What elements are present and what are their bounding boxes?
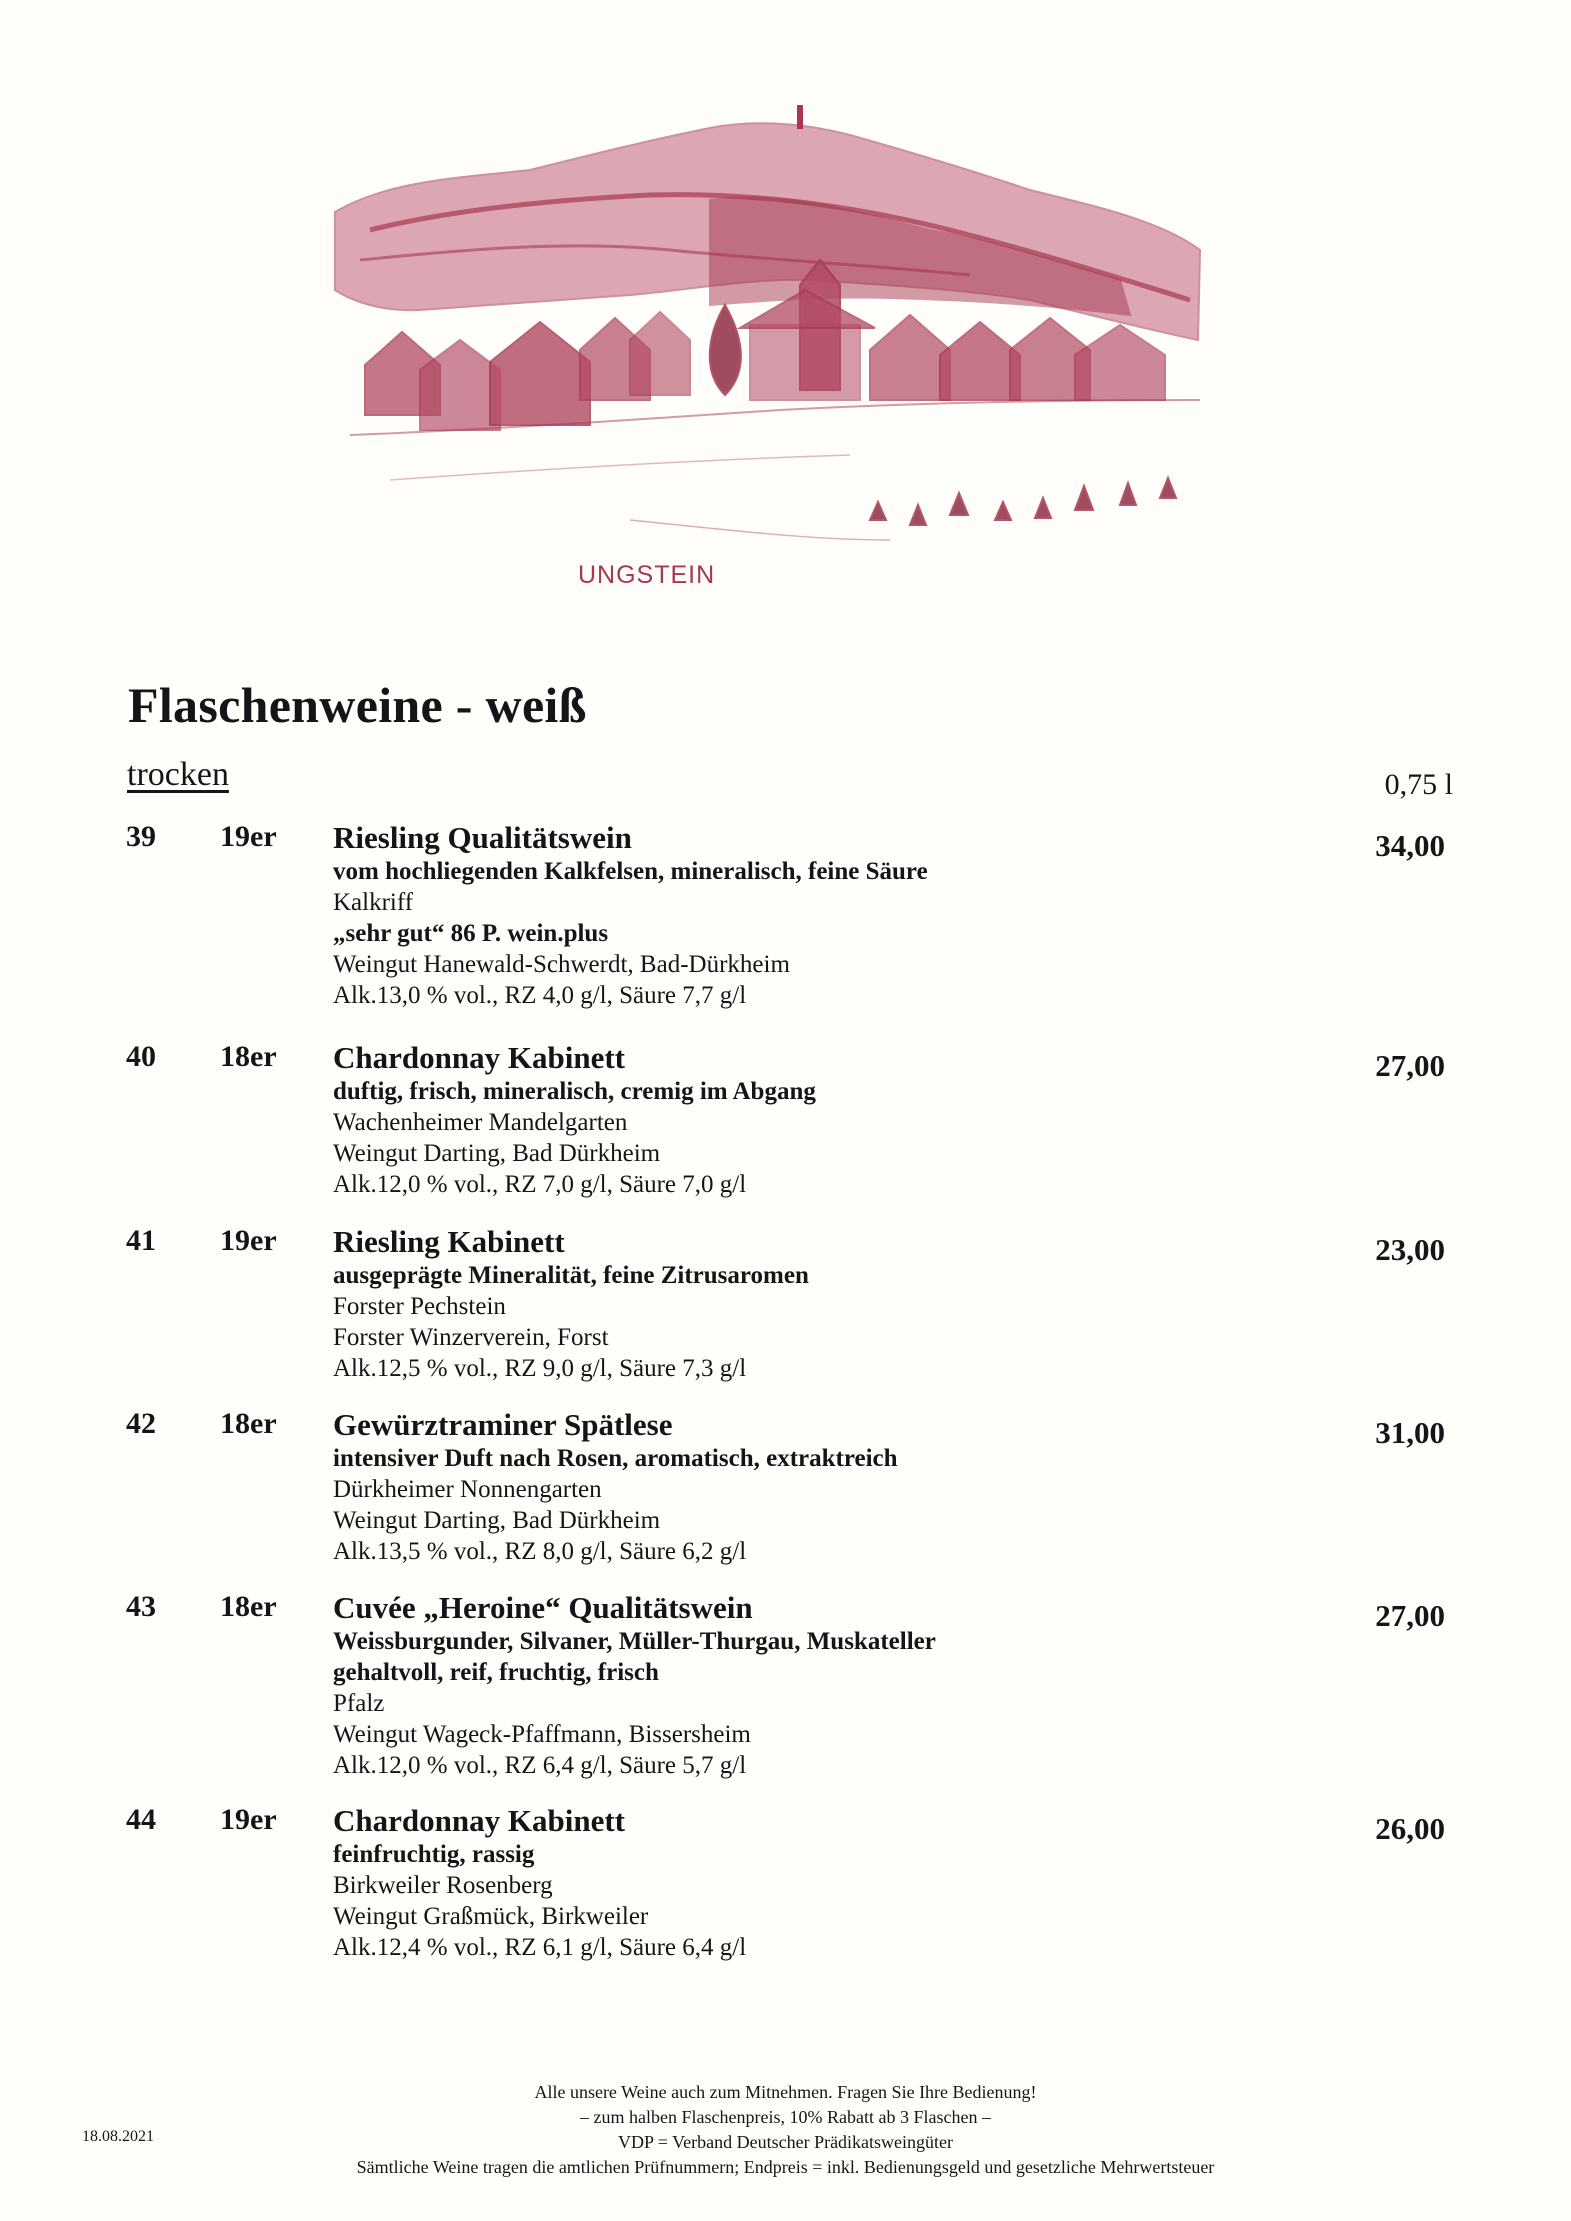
- wine-analysis: Alk.13,0 % vol., RZ 4,0 g/l, Säure 7,7 g/l: [333, 982, 747, 1009]
- wine-vineyard: Kalkriff: [333, 889, 414, 916]
- wine-number: 41: [126, 1224, 156, 1257]
- wine-name: Chardonnay Kabinett: [333, 1803, 625, 1838]
- wine-producer: Weingut Wageck-Pfaffmann, Bissersheim: [333, 1721, 751, 1748]
- wine-number: 39: [126, 820, 156, 853]
- wine-details: [333, 1224, 809, 1384]
- wine-details: [333, 1040, 816, 1200]
- wine-price: 34,00: [1375, 828, 1445, 863]
- wine-description: vom hochliegenden Kalkfelsen, mineralisch, feine Säure: [333, 858, 928, 885]
- wine-analysis: Alk.12,4 % vol., RZ 6,1 g/l, Säure 6,4 g/l: [333, 1934, 747, 1961]
- wine-price: 23,00: [1375, 1232, 1445, 1267]
- wine-price: 31,00: [1375, 1415, 1445, 1450]
- wine-number: 42: [126, 1407, 156, 1440]
- wine-number: 43: [126, 1590, 156, 1623]
- wine-details: [333, 1803, 746, 1963]
- wine-analysis: Alk.12,0 % vol., RZ 7,0 g/l, Säure 7,0 g/l: [333, 1171, 747, 1198]
- footer-takeaway-note: Alle unsere Weine auch zum Mitnehmen. Fragen Sie Ihre Bedienung!: [534, 2082, 1037, 2102]
- wine-grapes: Weissburgunder, Silvaner, Müller-Thurgau, Muskateller: [333, 1628, 936, 1655]
- illustration-caption: UNGSTEIN: [578, 561, 716, 589]
- wine-producer: Weingut Darting, Bad Dürkheim: [333, 1507, 661, 1534]
- wine-vineyard: Dürkheimer Nonnengarten: [333, 1476, 602, 1503]
- wine-description: duftig, frisch, mineralisch, cremig im Abgang: [333, 1078, 816, 1105]
- wine-name: Riesling Kabinett: [333, 1224, 565, 1259]
- wine-name: Chardonnay Kabinett: [333, 1040, 625, 1075]
- wine-details: [333, 1407, 898, 1567]
- wine-price: 27,00: [1375, 1598, 1445, 1633]
- wine-description: feinfruchtig, rassig: [333, 1841, 535, 1868]
- wine-name: Cuvée „Heroine“ Qualitätswein: [333, 1590, 753, 1625]
- wine-details: [333, 820, 928, 1011]
- wine-vintage: 18er: [220, 1590, 277, 1623]
- wine-analysis: Alk.13,5 % vol., RZ 8,0 g/l, Säure 6,2 g/l: [333, 1538, 747, 1565]
- wine-vineyard: Wachenheimer Mandelgarten: [333, 1109, 628, 1136]
- wine-vineyard: Birkweiler Rosenberg: [333, 1872, 553, 1899]
- wine-name: Riesling Qualitätswein: [333, 820, 632, 855]
- wine-price: 27,00: [1375, 1048, 1445, 1083]
- wine-producer: Weingut Hanewald-Schwerdt, Bad-Dürkheim: [333, 951, 790, 978]
- wine-description: intensiver Duft nach Rosen, aromatisch, extraktreich: [333, 1445, 898, 1472]
- wine-vintage: 18er: [220, 1040, 277, 1073]
- wine-details: [333, 1590, 936, 1781]
- wine-name: Gewürztraminer Spätlese: [333, 1407, 673, 1442]
- footer-vdp-note: VDP = Verband Deutscher Prädikatsweingüter: [617, 2132, 954, 2152]
- print-date: 18.08.2021: [82, 2128, 154, 2145]
- wine-producer: Weingut Darting, Bad Dürkheim: [333, 1140, 661, 1167]
- wine-producer: Forster Winzerverein, Forst: [333, 1324, 609, 1351]
- page-title: Flaschenweine - weiß: [128, 677, 587, 733]
- wine-description: gehaltvoll, reif, fruchtig, frisch: [333, 1659, 659, 1686]
- wine-vintage: 19er: [220, 1803, 277, 1836]
- footer-discount-note: – zum halben Flaschenpreis, 10% Rabatt ab 3 Flaschen –: [580, 2107, 991, 2127]
- wine-price: 26,00: [1375, 1811, 1445, 1846]
- wine-number: 40: [126, 1040, 156, 1073]
- wine-award: „sehr gut“ 86 P. wein.plus: [333, 920, 609, 947]
- wine-vineyard: Forster Pechstein: [333, 1293, 506, 1320]
- wine-vintage: 19er: [220, 1224, 277, 1257]
- wine-vintage: 19er: [220, 820, 277, 853]
- wine-vineyard: Pfalz: [333, 1690, 385, 1717]
- wine-analysis: Alk.12,0 % vol., RZ 6,4 g/l, Säure 5,7 g/l: [333, 1752, 747, 1779]
- wine-vintage: 18er: [220, 1407, 277, 1440]
- wine-analysis: Alk.12,5 % vol., RZ 9,0 g/l, Säure 7,3 g/l: [333, 1355, 747, 1382]
- wine-description: ausgeprägte Mineralität, feine Zitrusaromen: [333, 1262, 809, 1289]
- wine-producer: Weingut Graßmück, Birkweiler: [333, 1903, 649, 1930]
- wine-number: 44: [126, 1803, 156, 1836]
- category-subtitle: trocken: [127, 756, 229, 793]
- footer-tax-note: Sämtliche Weine tragen die amtlichen Prüfnummern; Endpreis = inkl. Bedienungsgeld und gesetzliche Mehrwertsteuer: [356, 2157, 1215, 2177]
- footer-notes: [0, 2080, 1571, 2180]
- bottle-size-label: 0,75 l: [1384, 768, 1453, 801]
